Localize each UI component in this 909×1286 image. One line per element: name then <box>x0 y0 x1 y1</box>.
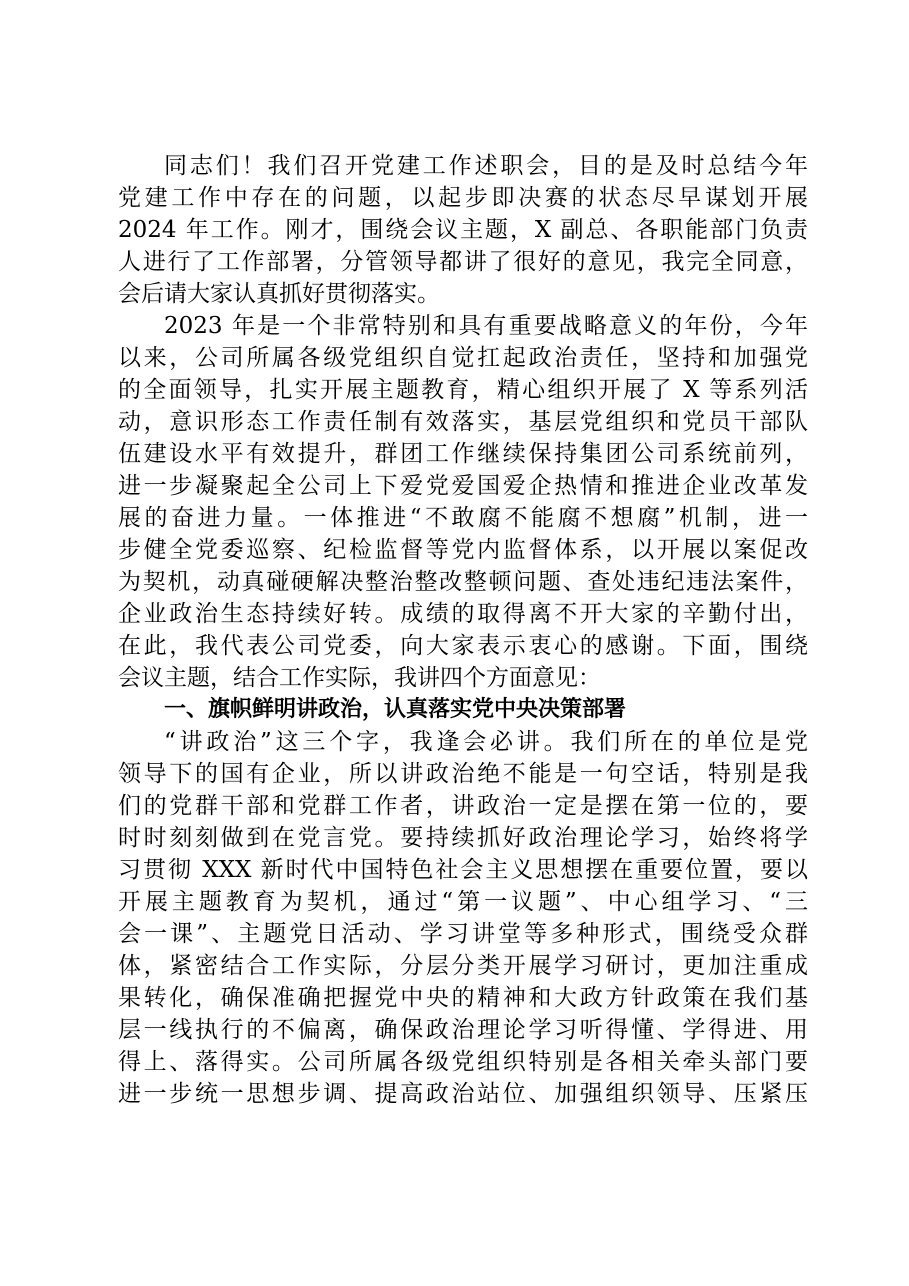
paragraph-line: 开展主题教育为契机，通过“第一议题”、中心组学习、“三 <box>118 889 808 915</box>
paragraph-line: 2024 年工作。刚才，围绕会议主题，X 副总、各职能部门负责 <box>118 217 808 243</box>
paragraph-line: 在此，我代表公司党委，向大家表示衷心的感谢。下面，围绕 <box>118 633 808 659</box>
paragraph-line: 以来，公司所属各级党组织自觉扛起政治责任，坚持和加强党 <box>118 345 808 371</box>
paragraph-line: 步健全党委巡察、纪检监督等党内监督体系，以开展以案促改 <box>118 537 808 563</box>
paragraph-line: 们的党群干部和党群工作者，讲政治一定是摆在第一位的，要 <box>118 793 808 819</box>
paragraph-line: 时时刻刻做到在党言党。要持续抓好政治理论学习，始终将学 <box>118 825 808 851</box>
paragraph-line: 体，紧密结合工作实际，分层分类开展学习研讨，更加注重成 <box>118 953 808 979</box>
paragraph-line: 同志们！我们召开党建工作述职会，目的是及时总结今年 <box>164 153 808 179</box>
document-page <box>118 150 808 1110</box>
paragraph-line: 2023 年是一个非常特别和具有重要战略意义的年份，今年 <box>164 313 808 339</box>
paragraph-line: 为契机，动真碰硬解决整治整改整顿问题、查处违纪违法案件， <box>118 569 808 595</box>
paragraph-opening <box>118 150 808 310</box>
section-heading: 一、旗帜鲜明讲政治，认真落实党中央决策部署 <box>164 697 627 722</box>
paragraph-line: 党建工作中存在的问题，以起步即决赛的状态尽早谋划开展 <box>118 185 808 211</box>
paragraph-line: 进一步凝聚起全公司上下爱党爱国爱企热情和推进企业改革发 <box>118 473 808 499</box>
paragraph-review-2023 <box>118 310 808 694</box>
paragraph-line: 层一线执行的不偏离，确保政治理论学习听得懂、学得进、用 <box>118 1017 808 1043</box>
paragraph-line: 会一课”、主题党日活动、学习讲堂等多种形式，围绕受众群 <box>118 921 808 947</box>
paragraph-line: 展的奋进力量。一体推进“不敢腐不能腐不想腐”机制，进一 <box>118 505 808 531</box>
paragraph-line: 进一步统一思想步调、提高政治站位、加强组织领导、压紧压 <box>118 1081 808 1107</box>
paragraph-line: 领导下的国有企业，所以讲政治绝不能是一句空话，特别是我 <box>118 761 808 787</box>
paragraph-line: 得上、落得实。公司所属各级党组织特别是各相关牵头部门要 <box>118 1049 808 1075</box>
paragraph-line: 果转化，确保准确把握党中央的精神和大政方针政策在我们基 <box>118 985 808 1011</box>
paragraph-line: “讲政治”这三个字，我逢会必讲。我们所在的单位是党 <box>164 729 808 755</box>
paragraph-line: 的全面领导，扎实开展主题教育，精心组织开展了 X 等系列活 <box>118 377 808 403</box>
paragraph-line: 企业政治生态持续好转。成绩的取得离不开大家的辛勤付出， <box>118 601 808 627</box>
paragraph-politics <box>118 726 808 1110</box>
paragraph-line: 人进行了工作部署，分管领导都讲了很好的意见，我完全同意， <box>118 249 808 275</box>
paragraph-line: 动，意识形态工作责任制有效落实，基层党组织和党员干部队 <box>118 409 808 435</box>
paragraph-line: 习贯彻 XXX 新时代中国特色社会主义思想摆在重要位置，要以 <box>118 857 808 883</box>
paragraph-line: 会后请大家认真抓好贯彻落实。 <box>118 281 440 307</box>
paragraph-line: 伍建设水平有效提升，群团工作继续保持集团公司系统前列， <box>118 441 808 467</box>
paragraph-line: 会议主题，结合工作实际，我讲四个方面意见： <box>118 665 601 691</box>
